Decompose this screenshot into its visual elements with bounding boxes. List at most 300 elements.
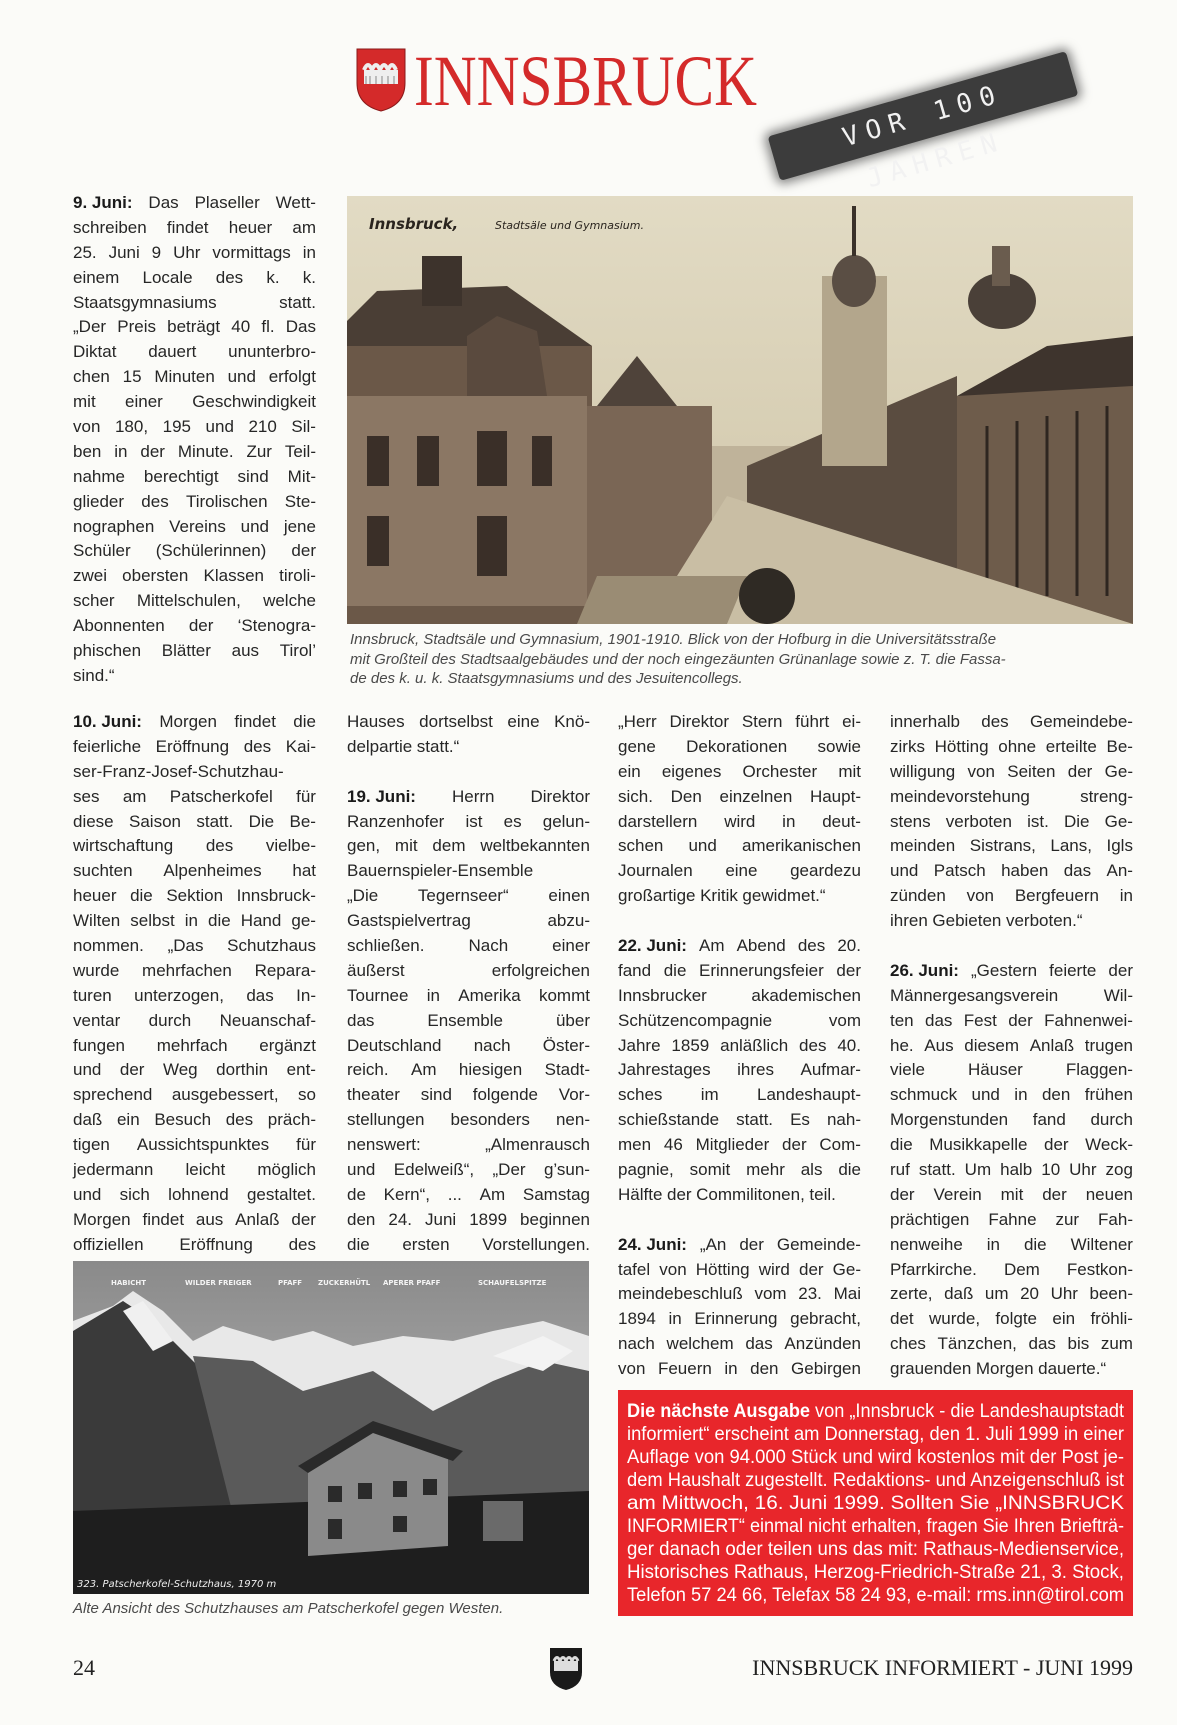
article-paragraph xyxy=(618,1233,861,1382)
word: Stadt- xyxy=(544,1060,590,1080)
word: von xyxy=(73,417,101,437)
word: fl. xyxy=(261,317,275,337)
text-line xyxy=(890,1307,1133,1332)
word: anläßlich xyxy=(720,1035,789,1055)
text-line xyxy=(73,490,316,515)
photo-patscherkofel-schutzhaus xyxy=(73,1261,589,1594)
word: durch xyxy=(148,1010,192,1030)
text-line xyxy=(618,785,861,810)
text-line xyxy=(73,1158,316,1183)
word: Knö- xyxy=(554,712,590,731)
word: delpartie xyxy=(347,736,413,756)
word: das xyxy=(745,1334,773,1354)
word: Lans, xyxy=(1050,836,1092,856)
word: ches xyxy=(890,1334,926,1354)
word: Festkon- xyxy=(1066,1259,1133,1279)
article-paragraph xyxy=(618,710,861,909)
word: phischen xyxy=(73,641,142,661)
word: Minuten xyxy=(154,367,215,387)
word: amerikanischen xyxy=(741,836,861,856)
text-line xyxy=(73,515,316,540)
word: Ranzenhofer xyxy=(347,811,445,831)
word: des xyxy=(797,936,826,956)
paragraph-gap xyxy=(347,760,590,785)
word: tigen xyxy=(73,1135,110,1155)
word: Fahne xyxy=(988,1209,1037,1229)
word: „Gestern xyxy=(970,960,1038,980)
word: Am xyxy=(410,1060,437,1080)
text-line xyxy=(890,1233,1133,1258)
word: willigung xyxy=(890,761,956,781)
word: gestaltet. xyxy=(246,1184,316,1204)
column-2 xyxy=(347,710,590,1258)
text-line xyxy=(73,710,316,735)
text-line xyxy=(890,1058,1133,1083)
text-line xyxy=(618,1158,861,1183)
text-line xyxy=(73,810,316,835)
text-line xyxy=(618,984,861,1009)
word: Patscherkofel xyxy=(169,786,273,806)
word: der xyxy=(1067,761,1093,781)
column-top-left xyxy=(73,191,316,689)
word: Gastspielvertrag xyxy=(347,911,471,931)
word: nen- xyxy=(555,1110,590,1130)
word: der xyxy=(667,1184,692,1204)
text-line xyxy=(347,735,590,760)
word: durch xyxy=(1090,1110,1133,1130)
paragraph-gap xyxy=(618,909,861,934)
word: Hand xyxy=(240,911,282,931)
masthead-title xyxy=(350,40,830,170)
word: folgende xyxy=(472,1085,538,1105)
word: ein xyxy=(1052,1309,1076,1329)
word: des xyxy=(141,491,169,511)
word: Das xyxy=(148,193,179,212)
word: mit xyxy=(838,761,861,781)
word: Haupt- xyxy=(809,786,861,806)
word: frühen xyxy=(1084,1085,1133,1105)
word: ventar xyxy=(73,1010,121,1030)
word: Sil- xyxy=(291,417,316,437)
word: sich xyxy=(119,1184,150,1204)
word: Vor- xyxy=(558,1085,590,1105)
text-line xyxy=(73,390,316,415)
word: obersten xyxy=(122,566,189,586)
word: Locale xyxy=(142,267,193,287)
word: Igls xyxy=(1106,836,1133,856)
word: gene xyxy=(618,736,656,756)
word: Morgen xyxy=(73,1209,131,1229)
word: weltbekannten xyxy=(480,836,590,856)
entry-date: 26. Juni: xyxy=(890,960,959,980)
word: Weg xyxy=(162,1060,198,1080)
word: bis xyxy=(1067,1334,1090,1354)
article-paragraph xyxy=(618,934,861,1208)
word: in xyxy=(782,811,796,831)
word: Klassen xyxy=(203,566,264,586)
word: theater xyxy=(347,1085,400,1105)
notice-line: INFORMIERT“ einmal nicht erhalten, fragen Sie Ihren Briefträ- xyxy=(627,1516,1124,1537)
word: ei- xyxy=(842,712,861,731)
notice-text xyxy=(618,1390,1133,1616)
word: als xyxy=(800,1160,823,1180)
text-line xyxy=(618,1258,861,1283)
word: Plaseller xyxy=(194,193,260,212)
word: 15 xyxy=(122,367,142,387)
text-line xyxy=(73,785,316,810)
word: einzelnen xyxy=(719,786,793,806)
word: in xyxy=(986,1234,1000,1254)
word: Hälfte xyxy=(618,1184,663,1204)
word: Sektion xyxy=(166,886,224,906)
word: schmuck xyxy=(890,1085,958,1105)
word: Fest xyxy=(963,1010,997,1030)
word: Gemeindebe- xyxy=(1029,712,1133,731)
word: Männergesangsverein xyxy=(890,985,1059,1005)
text-line xyxy=(347,984,590,1009)
publication-footer: INNSBRUCK INFORMIERT - JUNI 1999 xyxy=(752,1655,1133,1680)
word: gelun- xyxy=(542,811,590,831)
word: von xyxy=(659,1259,687,1279)
word: Com- xyxy=(819,1135,861,1155)
word: Die xyxy=(1063,811,1090,831)
word: Stern xyxy=(741,712,783,731)
word: fand xyxy=(618,960,652,980)
word: Gebieten xyxy=(932,911,1002,931)
peak-label: HABICHT xyxy=(111,1279,146,1287)
postcard-subtitle: Stadtsäle und Gymnasium. xyxy=(495,219,644,232)
notice-line: ger danach oder teilen uns das mit: Rathaus-Medienservice, xyxy=(627,1539,1124,1560)
text-line xyxy=(347,1108,590,1133)
word: Mai xyxy=(833,1284,861,1304)
word: Deutschland xyxy=(347,1035,442,1055)
word: grauenden xyxy=(890,1359,972,1379)
word: mit xyxy=(73,392,96,412)
word: zerte, xyxy=(890,1284,933,1304)
text-line xyxy=(347,1058,590,1083)
word: Minute. xyxy=(177,441,234,461)
word: tiroli- xyxy=(279,566,316,586)
word: führt xyxy=(795,712,830,731)
text-line xyxy=(73,959,316,984)
text-line xyxy=(73,859,316,884)
word: im xyxy=(700,1085,719,1105)
word: Wiltener xyxy=(1070,1234,1133,1254)
word: stens xyxy=(890,811,931,831)
word: Ge- xyxy=(1104,761,1133,781)
word: men xyxy=(618,1135,652,1155)
text-line xyxy=(73,984,316,1009)
word: des xyxy=(215,267,244,287)
word: Kai- xyxy=(285,736,316,756)
text-line xyxy=(890,1258,1133,1283)
word: Uhr xyxy=(1050,1284,1078,1304)
word: Saison xyxy=(129,811,181,831)
text-line xyxy=(890,760,1133,785)
text-line xyxy=(73,440,316,465)
notice-line xyxy=(627,1401,1133,1422)
text-line xyxy=(890,1009,1133,1034)
text-line xyxy=(618,934,861,959)
word: äußerst xyxy=(347,960,405,980)
word: k. xyxy=(266,267,280,287)
caption-line: de des k. u. k. Staatsgymnasiums und des Jesuitencollegs. xyxy=(350,670,743,687)
notice-line: Telefon 57 24 66, Telefax 58 24 93, e-mail: rms.inn@tirol.com xyxy=(627,1585,1124,1606)
word: Am xyxy=(699,936,725,956)
word: den xyxy=(347,1209,376,1229)
word: feierte xyxy=(1049,960,1097,980)
column-4 xyxy=(890,710,1133,1382)
text-line xyxy=(890,710,1133,735)
word: halb xyxy=(1000,1160,1033,1180)
notice-line: dem Haushalt zugestellt. Redaktions- und Anzeigenschluß ist xyxy=(627,1470,1125,1491)
word: glieder xyxy=(73,491,125,511)
word: erfolgreichen xyxy=(491,960,590,980)
word: geardezu xyxy=(790,861,861,881)
word: Anzünden xyxy=(784,1334,861,1354)
word: An- xyxy=(1106,861,1133,881)
word: in xyxy=(1014,1085,1028,1105)
text-line xyxy=(890,834,1133,859)
text-line xyxy=(73,415,316,440)
word: nenweihe xyxy=(890,1234,963,1254)
word: Morgenstunden xyxy=(890,1110,1009,1130)
word: und xyxy=(240,516,270,536)
word: prächtigen xyxy=(890,1209,970,1229)
text-line xyxy=(73,539,316,564)
word: Orchester xyxy=(742,761,818,781)
word: und xyxy=(688,836,717,856)
text-line xyxy=(347,810,590,835)
word: verboten xyxy=(945,811,1012,831)
word: einem xyxy=(73,267,120,287)
word: Wilten xyxy=(73,911,121,931)
word: um xyxy=(984,1284,1009,1304)
notice-line: am Mittwoch, 16. Juni 1999. Sollten Sie „INNSBRUCK xyxy=(627,1493,1125,1514)
word: trugen xyxy=(1084,1035,1133,1055)
text-line xyxy=(73,760,316,785)
text-line xyxy=(890,1208,1133,1233)
word: Edelweiß“, xyxy=(393,1160,475,1180)
word: besonders xyxy=(450,1110,530,1130)
word: 25. xyxy=(73,242,97,262)
word: dorthin xyxy=(216,1060,269,1080)
text-line xyxy=(73,909,316,934)
word: findet xyxy=(142,1209,185,1229)
word: von xyxy=(966,886,995,906)
word: reich. xyxy=(347,1060,389,1080)
word: der xyxy=(140,441,165,461)
word: schreiben xyxy=(73,217,147,237)
word: wird xyxy=(758,1259,790,1279)
text-line xyxy=(890,785,1133,810)
article-paragraph xyxy=(890,710,1133,934)
text-line xyxy=(618,1357,861,1382)
word: präch- xyxy=(267,1110,316,1130)
word: been- xyxy=(1089,1284,1133,1304)
word: Juni xyxy=(108,242,140,262)
word: des xyxy=(981,712,1009,731)
word: Erinnerung xyxy=(694,1309,778,1329)
word: 1894 xyxy=(618,1309,656,1329)
word: und xyxy=(890,861,919,881)
entry-date: 19. Juni: xyxy=(347,786,416,806)
word: fungen xyxy=(73,1035,125,1055)
peak-label: WILDER FREIGER xyxy=(185,1279,252,1287)
word: statt. xyxy=(918,1160,956,1180)
word: schen xyxy=(618,836,664,856)
entry-date: 9. Juni: xyxy=(73,193,133,212)
word: Mittelschulen, xyxy=(136,591,241,611)
word: Diktat xyxy=(73,342,117,362)
word: kommt xyxy=(538,985,590,1005)
word: darstellern xyxy=(618,811,698,831)
text-line xyxy=(618,1034,861,1059)
word: Fah- xyxy=(1098,1209,1133,1229)
word: 10 xyxy=(1041,1160,1061,1180)
article-paragraph xyxy=(890,959,1133,1382)
banner-text: VOR 100 JAHREN xyxy=(839,78,1009,195)
word: ruf xyxy=(890,1160,910,1180)
word: suchten xyxy=(73,861,133,881)
word: 40 xyxy=(231,317,251,337)
text-line xyxy=(618,884,861,909)
text-line xyxy=(347,1083,590,1108)
word: der xyxy=(890,1184,915,1204)
word: Direktor xyxy=(530,786,590,806)
word: am xyxy=(122,786,147,806)
text-line xyxy=(347,834,590,859)
word: Sistrans, xyxy=(969,836,1036,856)
word: aus xyxy=(195,1209,224,1229)
word: „Die xyxy=(347,886,379,906)
word: vom xyxy=(754,1284,787,1304)
word: der xyxy=(739,1234,764,1254)
word: Tirol’ xyxy=(279,641,316,661)
word: Hötting xyxy=(934,736,989,756)
text-line xyxy=(73,735,316,760)
word: nenswert: xyxy=(347,1135,421,1155)
word: k. xyxy=(302,267,316,287)
text-line xyxy=(73,1108,316,1133)
word: in xyxy=(184,911,198,931)
word: am xyxy=(292,217,316,237)
word: so xyxy=(298,1085,316,1105)
word: hiesigen xyxy=(458,1060,523,1080)
word: 9 xyxy=(151,242,162,262)
word: Neuanschaf- xyxy=(219,1010,316,1030)
word: findet xyxy=(166,217,209,237)
word: schließen. xyxy=(347,936,425,956)
photo-stadtsaele-gymnasium xyxy=(347,196,1133,624)
word: Staatsgymnasiums xyxy=(73,292,217,312)
word: Eröffnung xyxy=(155,736,230,756)
word: welchem xyxy=(666,1334,734,1354)
word: Nach xyxy=(468,936,509,956)
word: Herrn xyxy=(451,786,495,806)
text-line xyxy=(890,1282,1133,1307)
text-line xyxy=(890,1133,1133,1158)
word: das xyxy=(347,1010,375,1030)
word: leicht xyxy=(185,1160,226,1180)
word: die xyxy=(347,1234,370,1254)
word: Die xyxy=(248,811,275,831)
word: ihres xyxy=(737,1060,774,1080)
word: ihren xyxy=(890,911,928,931)
word: zünden xyxy=(890,886,946,906)
word: Dekorationen xyxy=(686,736,788,756)
word: heuer xyxy=(228,217,273,237)
word: berechtigt xyxy=(143,466,219,486)
word: In- xyxy=(296,985,316,1005)
word: diesem xyxy=(964,1035,1020,1055)
word: Schutzhaus xyxy=(227,936,316,956)
text-line xyxy=(618,1233,861,1258)
word: 1859 xyxy=(671,1035,710,1055)
word: Direktor xyxy=(669,712,730,731)
word: hat xyxy=(292,861,316,881)
text-line xyxy=(618,710,861,735)
text-line xyxy=(618,1183,861,1208)
next-issue-notice xyxy=(618,1390,1133,1616)
word: viele xyxy=(890,1060,925,1080)
text-line xyxy=(618,1108,861,1133)
word: Pfarrkirche. xyxy=(890,1259,977,1279)
text-line xyxy=(618,1009,861,1034)
word: einen xyxy=(548,886,590,906)
word: der xyxy=(188,616,214,636)
word: von xyxy=(967,761,995,781)
peak-label: ZUCKERHÜTL xyxy=(318,1279,371,1287)
text-line xyxy=(890,1357,1133,1382)
word: pagnie, xyxy=(618,1160,674,1180)
text-line xyxy=(618,1058,861,1083)
word: g’sun- xyxy=(543,1160,590,1180)
word: daß xyxy=(73,1110,103,1130)
text-line xyxy=(347,1158,590,1183)
article-paragraph xyxy=(347,710,590,760)
word: ent- xyxy=(286,1060,316,1080)
word: 24. xyxy=(388,1209,413,1229)
word: Flaggen- xyxy=(1065,1060,1133,1080)
word: einer xyxy=(125,392,163,412)
word: Uhr xyxy=(173,242,201,262)
text-line xyxy=(73,614,316,639)
text-line xyxy=(890,1158,1133,1183)
word: ge- xyxy=(291,911,316,931)
word: Weck- xyxy=(1085,1135,1133,1155)
word: Hötting xyxy=(695,1259,750,1279)
word: Blätter xyxy=(161,641,211,661)
word: Eröffnung xyxy=(179,1234,253,1254)
text-line xyxy=(618,735,861,760)
word: Amerika xyxy=(458,985,521,1005)
word: der xyxy=(1008,1010,1033,1030)
word: 1899 xyxy=(469,1209,508,1229)
word: Samstag xyxy=(522,1184,590,1204)
article-paragraph xyxy=(73,191,316,689)
text-line xyxy=(890,1083,1133,1108)
word: das xyxy=(246,985,274,1005)
word: ohne xyxy=(998,736,1037,756)
word: sprechend xyxy=(73,1085,153,1105)
text-line xyxy=(618,1332,861,1357)
word: Fahnenwei- xyxy=(1044,1010,1133,1030)
article-paragraph xyxy=(347,785,590,1258)
word: aus xyxy=(231,641,260,661)
text-line xyxy=(890,1034,1133,1059)
word: Ensemble xyxy=(427,1010,503,1030)
